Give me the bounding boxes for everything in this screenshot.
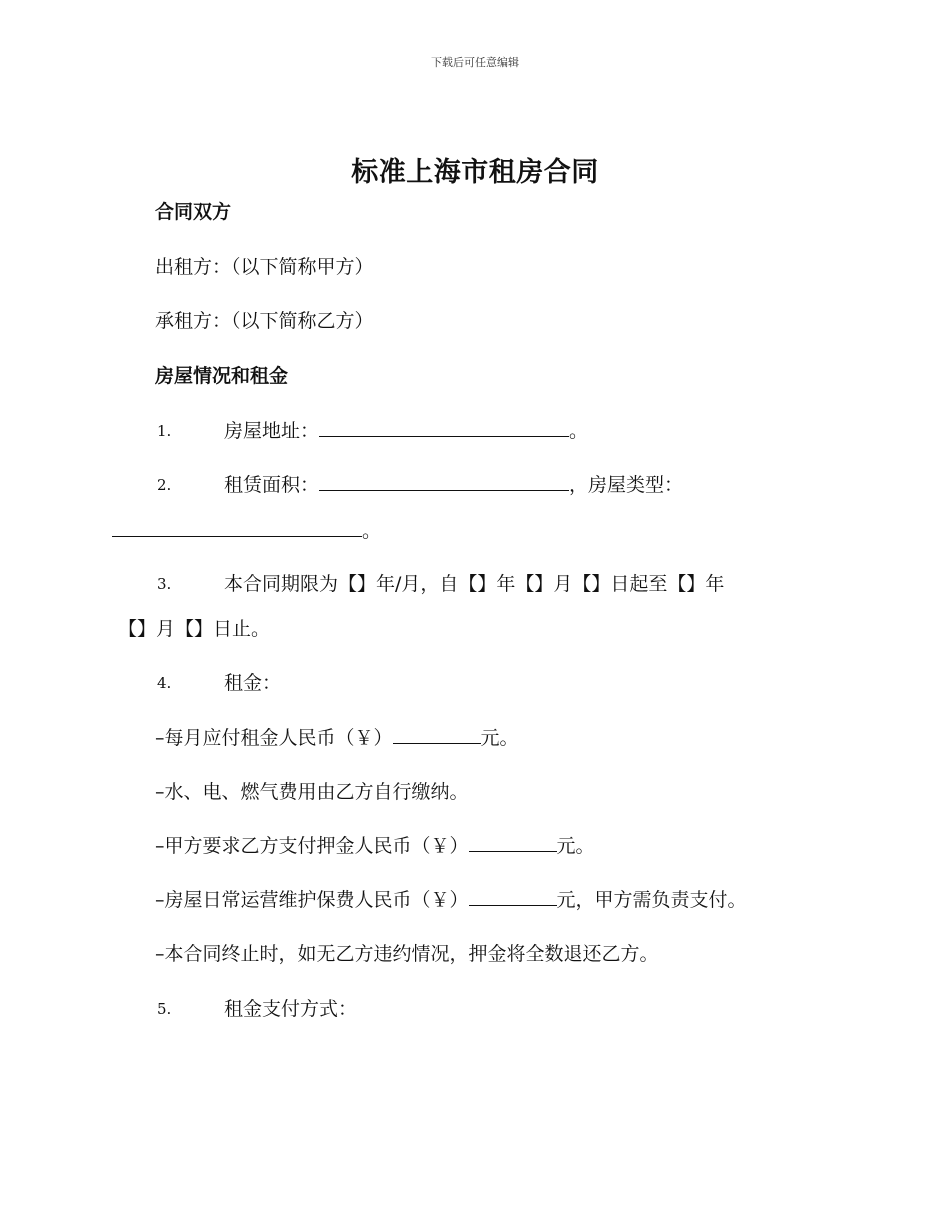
rental-area-line — [224, 471, 683, 499]
term-line-1: 本合同期限为【】年/月，自【】年【】月【】日起至【】年 — [224, 573, 725, 595]
maintenance-end: 元，甲方需负责支付。 — [556, 889, 747, 911]
lessor-line: 出租方：（以下简称甲方） — [155, 256, 374, 278]
rent-label: 租金： — [224, 672, 282, 694]
address-label: 房屋地址： — [224, 420, 320, 442]
item-number: 2. — [157, 476, 172, 494]
monthly-rent-text: –每月应付租金人民币（￥） — [155, 727, 393, 749]
area-label: 租赁面积： — [224, 474, 320, 496]
maintenance-text: –房屋日常运营维护保费人民币（￥） — [155, 889, 469, 911]
monthly-rent-blank — [393, 725, 481, 744]
type-end: 。 — [362, 520, 382, 542]
item-number: 5. — [157, 1000, 172, 1018]
type-label: ，房屋类型： — [569, 474, 684, 496]
document-title: 标准上海市租房合同 — [351, 157, 599, 188]
section-heading-parties: 合同双方 — [155, 201, 232, 223]
deposit-line — [155, 832, 595, 860]
deposit-blank — [469, 833, 557, 852]
house-type-line — [112, 517, 381, 545]
item-number: 4. — [157, 674, 172, 692]
utilities-line: –水、电、燃气费用由乙方自行缴纳。 — [155, 781, 469, 803]
lessee-line: 承租方：（以下简称乙方） — [155, 310, 374, 332]
item-number: 1. — [157, 422, 172, 440]
payment-method-label: 租金支付方式： — [224, 998, 358, 1020]
section-heading-house: 房屋情况和租金 — [155, 365, 289, 387]
address-blank — [319, 418, 569, 437]
term-line-2: 【】月【】日止。 — [118, 618, 271, 640]
address-end: 。 — [569, 420, 589, 442]
monthly-rent-line — [155, 724, 519, 752]
house-type-blank — [112, 518, 362, 537]
area-blank — [319, 472, 569, 491]
deposit-refund-line: –本合同终止时，如无乙方违约情况，押金将全数退还乙方。 — [155, 943, 659, 965]
deposit-end: 元。 — [556, 835, 595, 857]
house-address-line — [224, 417, 588, 445]
deposit-text: –甲方要求乙方支付押金人民币（￥） — [155, 835, 469, 857]
monthly-rent-end: 元。 — [480, 727, 519, 749]
item-number: 3. — [157, 575, 172, 593]
maintenance-fee-line — [155, 886, 747, 914]
header-note: 下载后可任意编辑 — [431, 56, 519, 69]
maintenance-blank — [469, 887, 557, 906]
